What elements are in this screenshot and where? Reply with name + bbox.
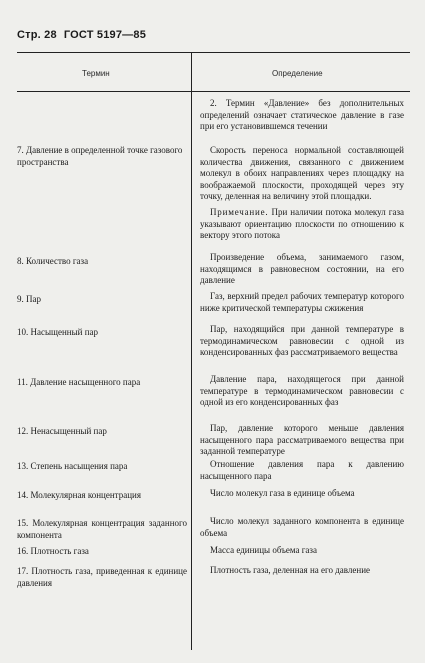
standard-code: ГОСТ 5197—85 bbox=[63, 29, 147, 41]
term-text: 15. Молекулярная концентрация заданного компонента bbox=[17, 518, 187, 540]
term-text: 7. Давление в определенной точке газового пространства bbox=[17, 145, 183, 167]
note-label: Примечание. bbox=[210, 207, 269, 217]
definition-text: Пар, находящийся при данной температуре в термодинамическом равновесии с одной из конденсированных фаз рассматриваемого вещества bbox=[200, 324, 404, 357]
page-number: Стр. 28 bbox=[17, 29, 57, 41]
term-text: 9. Пар bbox=[17, 294, 41, 304]
term-text: 16. Плотность газа bbox=[17, 546, 89, 556]
term-text: 14. Молекулярная концентрация bbox=[17, 490, 141, 500]
definition-text: Пар, давление которого меньше давления насыщенного пара рассматриваемого вещества при заданной температуре bbox=[200, 423, 404, 456]
note-text: Примечание. При наличии потока молекул газа указывают ориентацию плоскости по отношению к вектору этого потока bbox=[200, 207, 405, 240]
definition-text: Скорость переноса нормальной составляющей количества движения, связанного с движением молекул в обоих направлениях через площадку на воображаемой плоскости, проходящей через эту точку, деленная на величину этой площадки. bbox=[200, 145, 404, 201]
header-bottom-rule bbox=[17, 91, 410, 92]
definition-text: Газ, верхний предел рабочих температур которого ниже критической температуры сжижения bbox=[200, 291, 404, 313]
page-header bbox=[17, 29, 153, 41]
term-text: 17. Плотность газа, приведенная к единице давления bbox=[17, 566, 187, 588]
term-text: 13. Степень насыщения пара bbox=[17, 461, 128, 471]
column-header-definition: Определение bbox=[272, 69, 323, 78]
column-header-term: Термин bbox=[82, 69, 110, 78]
definition-text: Давление пара, находящегося при данной температуре в термодинамическом равновесии с одной из его конденсированных фаз bbox=[200, 374, 404, 407]
definition-text: 2. Термин «Давление» без дополнительных определений означает статическое давление в газе при его установившемся течении bbox=[200, 98, 404, 131]
definition-text: Произведение объема, занимаемого газом, находящимся в равновесном состоянии, на его давление bbox=[200, 252, 404, 285]
definition-text: Масса единицы объема газа bbox=[210, 545, 317, 555]
term-text: 12. Ненасыщенный пар bbox=[17, 426, 107, 436]
definition-text: Отношение давления пара к давлению насыщенного пара bbox=[200, 459, 404, 481]
term-text: 8. Количество газа bbox=[17, 256, 89, 266]
definition-text: Плотность газа, деленная на его давление bbox=[210, 565, 371, 575]
table-top-rule bbox=[17, 52, 410, 53]
definition-text: Число молекул газа в единице объема bbox=[210, 488, 355, 498]
column-divider bbox=[191, 52, 192, 650]
term-text: 10. Насыщенный пар bbox=[17, 327, 99, 337]
definition-text: Число молекул заданного компонента в единице объема bbox=[200, 516, 404, 538]
term-text: 11. Давление насыщенного пара bbox=[17, 377, 141, 387]
